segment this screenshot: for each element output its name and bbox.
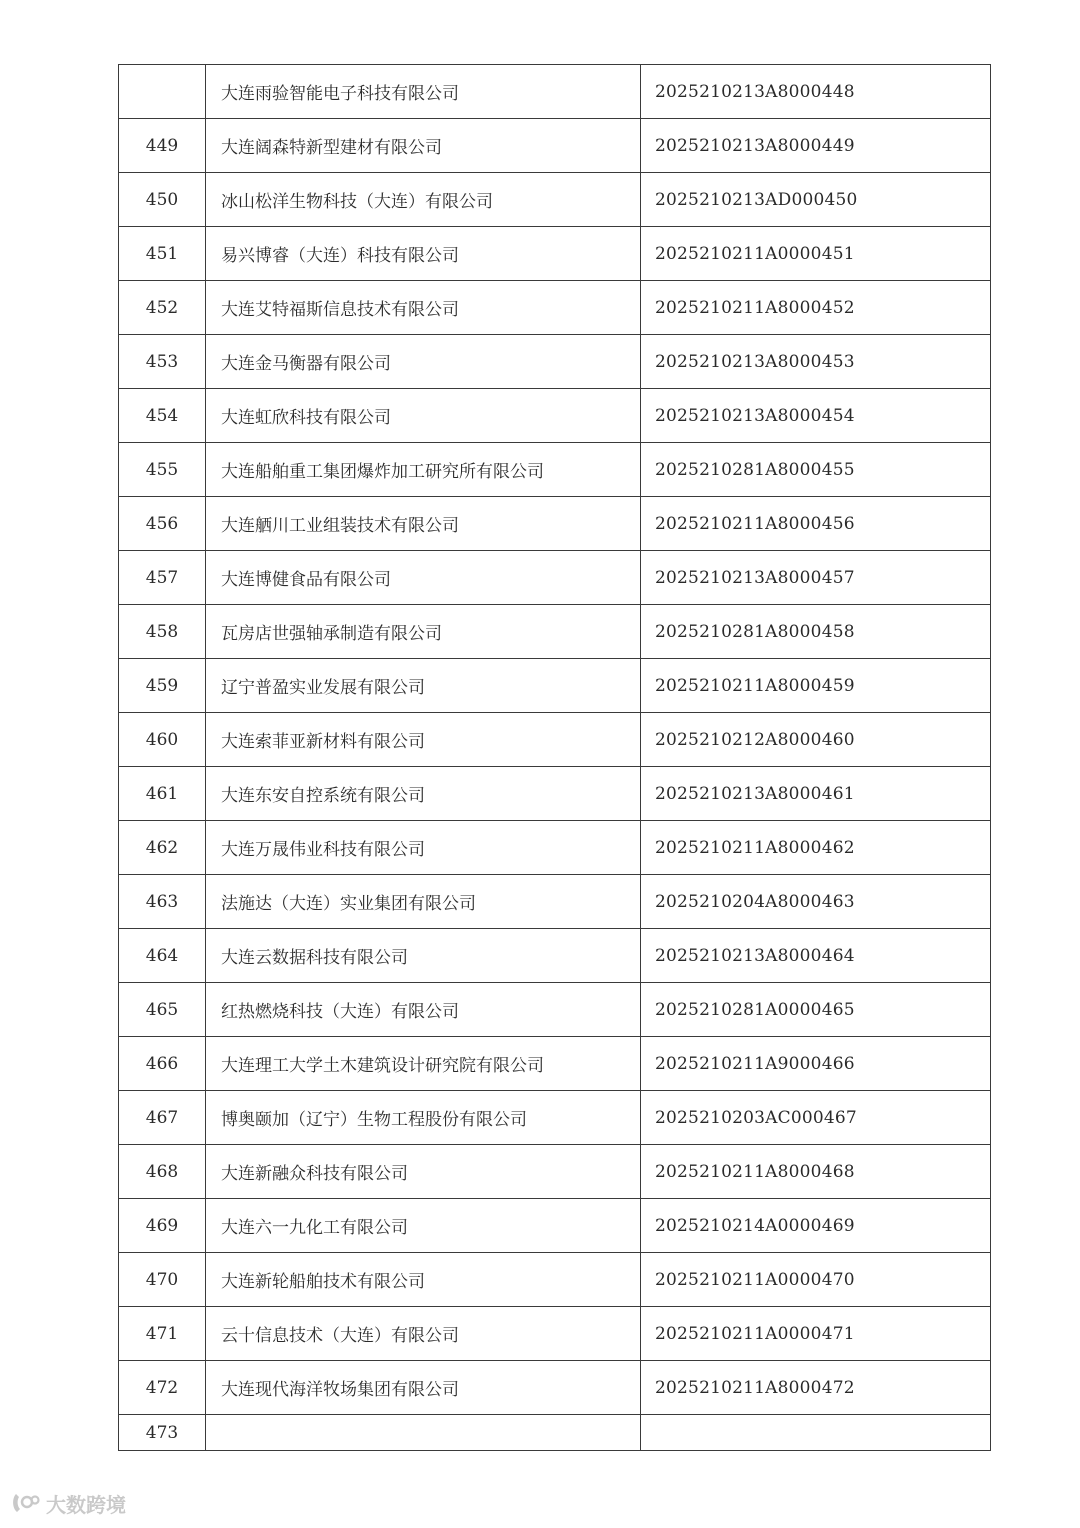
registration-code: 2025210281A8000458 xyxy=(641,605,991,659)
row-number: 452 xyxy=(119,281,206,335)
table-row xyxy=(119,1145,991,1199)
row-number: 453 xyxy=(119,335,206,389)
company-name: 大连东安自控系统有限公司 xyxy=(206,767,641,821)
table-row xyxy=(119,1307,991,1361)
company-name: 大连现代海洋牧场集团有限公司 xyxy=(206,1361,641,1415)
company-name: 大连阔森特新型建材有限公司 xyxy=(206,119,641,173)
table-row xyxy=(119,983,991,1037)
row-number: 469 xyxy=(119,1199,206,1253)
table-row xyxy=(119,767,991,821)
row-number: 457 xyxy=(119,551,206,605)
table-row xyxy=(119,1199,991,1253)
table-row xyxy=(119,821,991,875)
table-row xyxy=(119,875,991,929)
company-name: 大连雨验智能电子科技有限公司 xyxy=(206,65,641,119)
table-row xyxy=(119,1253,991,1307)
table-row xyxy=(119,65,991,119)
company-name: 法施达（大连）实业集团有限公司 xyxy=(206,875,641,929)
company-name: 大连船舶重工集团爆炸加工研究所有限公司 xyxy=(206,443,641,497)
table-row xyxy=(119,605,991,659)
table-row xyxy=(119,335,991,389)
table-row xyxy=(119,713,991,767)
registration-code: 2025210214A0000469 xyxy=(641,1199,991,1253)
company-name: 红热燃烧科技（大连）有限公司 xyxy=(206,983,641,1037)
table-row xyxy=(119,929,991,983)
registration-code: 2025210213A8000454 xyxy=(641,389,991,443)
table-row xyxy=(119,1415,991,1451)
company-name xyxy=(206,1415,641,1451)
company-name: 辽宁普盈实业发展有限公司 xyxy=(206,659,641,713)
row-number: 463 xyxy=(119,875,206,929)
row-number xyxy=(119,65,206,119)
company-name: 云十信息技术（大连）有限公司 xyxy=(206,1307,641,1361)
row-number: 456 xyxy=(119,497,206,551)
table-row xyxy=(119,1091,991,1145)
table-row xyxy=(119,497,991,551)
registration-code: 2025210211A8000472 xyxy=(641,1361,991,1415)
registration-code: 2025210211A8000462 xyxy=(641,821,991,875)
company-name: 大连新融众科技有限公司 xyxy=(206,1145,641,1199)
watermark xyxy=(10,1488,126,1518)
registration-code: 2025210204A8000463 xyxy=(641,875,991,929)
registration-code: 2025210213AD000450 xyxy=(641,173,991,227)
table-row xyxy=(119,1037,991,1091)
company-name: 大连万晟伟业科技有限公司 xyxy=(206,821,641,875)
watermark-text: 大数跨境 xyxy=(46,1492,126,1517)
company-name: 大连博健食品有限公司 xyxy=(206,551,641,605)
row-number: 460 xyxy=(119,713,206,767)
brand-logo-icon xyxy=(10,1490,40,1516)
registration-code: 2025210211A8000468 xyxy=(641,1145,991,1199)
company-name: 大连理工大学土木建筑设计研究院有限公司 xyxy=(206,1037,641,1091)
row-number: 465 xyxy=(119,983,206,1037)
row-number: 462 xyxy=(119,821,206,875)
registration-code: 2025210213A8000453 xyxy=(641,335,991,389)
registration-code: 2025210212A8000460 xyxy=(641,713,991,767)
table-row xyxy=(119,173,991,227)
registration-code: 2025210213A8000464 xyxy=(641,929,991,983)
table-row xyxy=(119,443,991,497)
row-number: 467 xyxy=(119,1091,206,1145)
registration-code: 2025210281A8000455 xyxy=(641,443,991,497)
row-number: 450 xyxy=(119,173,206,227)
table-row xyxy=(119,551,991,605)
row-number: 464 xyxy=(119,929,206,983)
company-name: 易兴博睿（大连）科技有限公司 xyxy=(206,227,641,281)
row-number: 451 xyxy=(119,227,206,281)
registration-code: 2025210213A8000457 xyxy=(641,551,991,605)
company-name: 大连虹欣科技有限公司 xyxy=(206,389,641,443)
registration-code: 2025210213A8000461 xyxy=(641,767,991,821)
company-name: 大连云数据科技有限公司 xyxy=(206,929,641,983)
row-number: 461 xyxy=(119,767,206,821)
row-number: 471 xyxy=(119,1307,206,1361)
row-number: 449 xyxy=(119,119,206,173)
table-body xyxy=(119,65,991,1451)
company-registry-table xyxy=(118,64,991,1451)
table-row xyxy=(119,119,991,173)
company-name: 冰山松洋生物科技（大连）有限公司 xyxy=(206,173,641,227)
row-number: 473 xyxy=(119,1415,206,1451)
registration-code xyxy=(641,1415,991,1451)
registration-code: 2025210281A0000465 xyxy=(641,983,991,1037)
company-name: 大连金马衡器有限公司 xyxy=(206,335,641,389)
table-row xyxy=(119,389,991,443)
registration-code: 2025210211A0000470 xyxy=(641,1253,991,1307)
table-row xyxy=(119,659,991,713)
company-name: 瓦房店世强轴承制造有限公司 xyxy=(206,605,641,659)
company-name: 大连六一九化工有限公司 xyxy=(206,1199,641,1253)
row-number: 459 xyxy=(119,659,206,713)
registration-code: 2025210211A9000466 xyxy=(641,1037,991,1091)
company-name: 大连新轮船舶技术有限公司 xyxy=(206,1253,641,1307)
row-number: 466 xyxy=(119,1037,206,1091)
row-number: 470 xyxy=(119,1253,206,1307)
row-number: 472 xyxy=(119,1361,206,1415)
table-row xyxy=(119,281,991,335)
company-name: 博奥颐加（辽宁）生物工程股份有限公司 xyxy=(206,1091,641,1145)
registration-code: 2025210203AC000467 xyxy=(641,1091,991,1145)
registration-code: 2025210213A8000448 xyxy=(641,65,991,119)
company-name: 大连舾川工业组装技术有限公司 xyxy=(206,497,641,551)
row-number: 468 xyxy=(119,1145,206,1199)
table-row xyxy=(119,227,991,281)
registration-code: 2025210211A8000452 xyxy=(641,281,991,335)
registration-code: 2025210211A0000451 xyxy=(641,227,991,281)
row-number: 455 xyxy=(119,443,206,497)
registration-code: 2025210213A8000449 xyxy=(641,119,991,173)
row-number: 454 xyxy=(119,389,206,443)
company-name: 大连艾特福斯信息技术有限公司 xyxy=(206,281,641,335)
registration-code: 2025210211A8000456 xyxy=(641,497,991,551)
registration-code: 2025210211A8000459 xyxy=(641,659,991,713)
registration-code: 2025210211A0000471 xyxy=(641,1307,991,1361)
row-number: 458 xyxy=(119,605,206,659)
table-row xyxy=(119,1361,991,1415)
company-name: 大连索菲亚新材料有限公司 xyxy=(206,713,641,767)
